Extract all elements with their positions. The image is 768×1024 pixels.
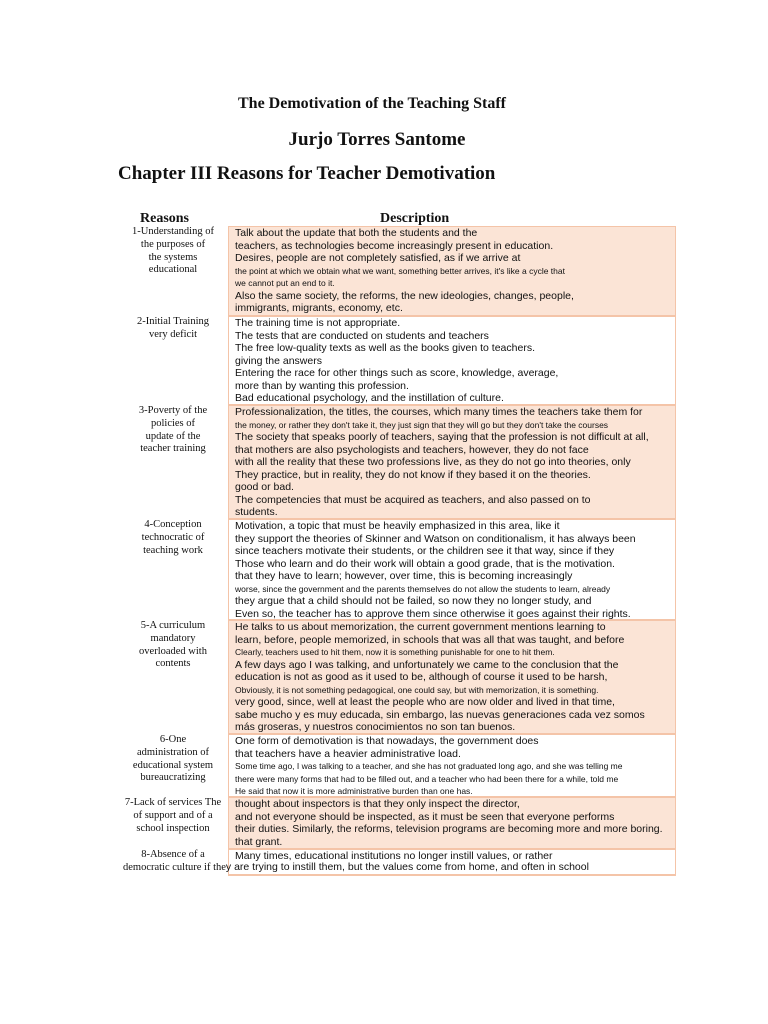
description-cell: [228, 405, 676, 519]
description-line: teachers, as technologies become increasingly present in education.: [235, 239, 554, 252]
reason-line: contents: [155, 658, 191, 670]
table-bottom-border: [228, 875, 676, 876]
description-line: they support the theories of Skinner and Watson on conditionalism, it has always been: [235, 532, 636, 545]
description-cell: [228, 620, 676, 734]
reason-line: teacher training: [140, 443, 206, 455]
reason-line: of support and of a: [133, 809, 213, 821]
reason-line: 8-Absence of a: [141, 849, 205, 860]
description-line: Those who learn and do their work will obtain a good grade, that is the motivation.: [235, 557, 615, 570]
reason-cell: [117, 316, 229, 342]
column-header-reasons: Reasons: [140, 211, 190, 226]
description-line: Also the same society, the reforms, the new ideologies, changes, people,: [235, 289, 574, 302]
reason-line: 7-Lack of services The: [124, 797, 222, 808]
description-line: immigrants, migrants, economy, etc.: [235, 302, 403, 314]
description-cell: [228, 519, 676, 620]
reason-cell: [117, 849, 229, 862]
reason-line: school inspection: [136, 822, 210, 834]
description-line: Professionalization, the titles, the courses, which many times the teachers take them for: [235, 406, 643, 418]
description-line: A few days ago I was talking, and unfortunately we came to the conclusion that the: [235, 658, 619, 671]
row-8-overflow-line: [123, 861, 589, 873]
table-row: [117, 226, 676, 316]
description-line: Some time ago, I was talking to a teacher, and she has not graduated long ago, and she was telling me: [235, 761, 623, 771]
description-line: Desires, people are not completely satisfied, as if we arrive at: [235, 252, 521, 264]
description-line: Obviously, it is not something pedagogical, one could say, but with memorization, it is something.: [235, 684, 599, 695]
table-row: [117, 797, 676, 849]
table-row: [117, 519, 676, 620]
description-cell: [228, 316, 676, 405]
table-row: [117, 620, 676, 734]
document-title: The Demotivation of the Teaching Staff: [238, 95, 506, 112]
reason-line: 6-One: [159, 734, 187, 745]
description-line: Motivation, a topic that must be heavily emphasized in this area, like it: [235, 520, 560, 532]
description-line: One form of demotivation is that nowadays, the government does: [235, 735, 539, 747]
reason-line: the systems: [148, 251, 198, 263]
description-line: The society that speaks poorly of teachers, saying that the profession is not difficult at all,: [235, 431, 649, 443]
description-line: very good, since, well at least the people who are now older and lived in that time,: [235, 696, 615, 708]
description-line: They practice, but in reality, they do not know if they based it on the theories.: [235, 468, 591, 481]
description-line: más groseras, y nuestros conocimientos no son tan buenos.: [235, 721, 516, 733]
description-line: that teachers have a heavier administrative load.: [235, 747, 461, 760]
description-line: Even so, the teacher has to approve them since otherwise it goes against their rights.: [235, 607, 631, 620]
description-line: we cannot put an end to it.: [235, 278, 335, 288]
description-line: The tests that are conducted on students and teachers: [235, 329, 489, 342]
reason-line: overloaded with: [139, 645, 207, 657]
row-8-overflow-reason: democratic culture if the: [123, 862, 226, 873]
description-line: they argue that a child should not be failed, so now they no longer study, and: [235, 595, 592, 607]
description-line: Clearly, teachers used to hit them, now it is something punishable for one to hit them.: [235, 647, 555, 657]
description-line: their duties. Similarly, the reforms, television programs are becoming more and more boring.: [235, 823, 663, 835]
description-line: good or bad.: [235, 481, 294, 493]
description-line: since teachers motivate their students, or the children see it that way, since if they: [235, 545, 615, 557]
description-line: Many times, educational institutions no longer instill values, or rather: [235, 850, 553, 862]
reason-line: 4-Conception: [144, 519, 202, 530]
description-line: and not everyone should be inspected, as it must be seen that everyone performs: [235, 810, 615, 823]
reason-cell: [117, 405, 229, 456]
description-line: He said that now it is more administrative burden than one has.: [235, 786, 473, 796]
reason-line: bureaucratizing: [140, 772, 206, 784]
description-line: learn, before, people memorized, in schools that was all that was taught, and before: [235, 633, 625, 646]
reason-cell: [117, 620, 229, 671]
description-cell: [228, 734, 676, 797]
reason-line: policies of: [150, 417, 196, 429]
reason-line: the purposes of: [140, 238, 206, 250]
description-line: students.: [235, 506, 278, 518]
reason-line: educational: [148, 264, 198, 276]
reason-line: 1-Understanding of: [132, 226, 214, 237]
reason-line: update of the: [145, 430, 201, 442]
row-8-overflow-description: y are trying to instill them, but the values come from home, and often in school: [225, 861, 589, 873]
description-line: thought about inspectors is that they only inspect the director,: [235, 798, 520, 810]
reason-cell: [117, 797, 229, 835]
description-line: the money, or rather they don't take it, they just sign that they will go but they don't take the courses: [235, 419, 609, 430]
description-line: The training time is not appropriate.: [235, 317, 401, 329]
table-row: [117, 316, 676, 405]
description-line: The competencies that must be acquired as teachers, and also passed on to: [235, 493, 591, 506]
description-line: Talk about the update that both the students and the: [235, 227, 478, 239]
chapter-heading: Chapter III Reasons for Teacher Demotivation: [118, 163, 496, 184]
description-line: that they have to learn; however, over time, this is becoming increasingly: [235, 570, 573, 582]
description-line: there were many forms that had to be filled out, and a teacher who had been there for a while, told me: [235, 773, 619, 784]
description-cell: [228, 226, 676, 316]
description-line: The free low-quality texts as well as the books given to teachers.: [235, 342, 535, 354]
column-header-description: Description: [380, 211, 450, 226]
description-line: education is not as good as it used to be, although of course it used to be harsh,: [235, 671, 608, 683]
reason-line: mandatory: [150, 632, 196, 644]
description-line: He talks to us about memorization, the current government mentions learning to: [235, 621, 606, 633]
reason-line: very deficit: [148, 328, 198, 340]
description-line: more than by wanting this profession.: [235, 379, 409, 392]
description-line: sabe mucho y es muy educada, sin embargo, las nuevas generaciones cada vez somos: [235, 708, 645, 721]
description-line: that grant.: [235, 835, 283, 848]
description-line: Entering the race for other things such as score, knowledge, average,: [235, 367, 559, 379]
description-cell: [228, 797, 676, 849]
reason-line: teaching work: [143, 544, 203, 556]
reason-cell: [117, 734, 229, 785]
reason-line: 3-Poverty of the: [138, 405, 208, 416]
reason-line: 5-A curriculum: [140, 620, 206, 631]
reason-line: administration of: [136, 746, 210, 758]
reason-cell: [117, 519, 229, 557]
table-row: [117, 405, 676, 519]
reason-line: 2-Initial Training: [136, 316, 210, 327]
table-row: [117, 734, 676, 797]
description-line: giving the answers: [235, 354, 322, 367]
description-line: the point at which we obtain what we want, something better arrives, it's like a cycle that: [235, 265, 565, 276]
reason-line: educational system: [132, 759, 214, 771]
reason-line: technocratic of: [141, 531, 205, 543]
reason-cell: [117, 226, 229, 277]
description-line: worse, since the government and the parents themselves do not allow the students to learn, already: [235, 583, 611, 594]
author-name: Jurjo Torres Santome: [288, 129, 466, 150]
description-line: with all the reality that these two professions live, as they do not go into theories, only: [235, 456, 631, 468]
description-line: that mothers are also psychologists and teachers, however, they do not face: [235, 443, 589, 456]
description-line: Bad educational psychology, and the instillation of culture.: [235, 392, 504, 404]
